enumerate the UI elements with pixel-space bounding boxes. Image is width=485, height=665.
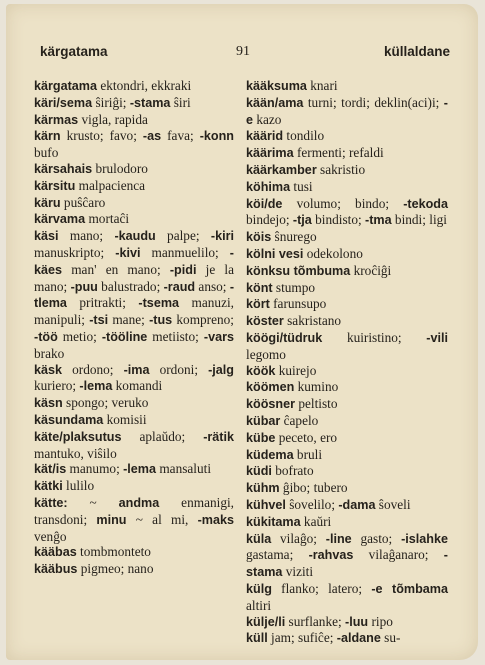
dictionary-entry: [34, 544, 234, 561]
definition: krusto; favo;: [60, 128, 143, 144]
dictionary-entry: [34, 395, 234, 412]
header-first-word: kärgatama: [40, 44, 108, 59]
headword: köster: [246, 314, 284, 329]
subentry-headword: -lema: [79, 379, 113, 394]
dictionary-entry: [246, 413, 448, 430]
dictionary-entry: [34, 561, 234, 578]
dictionary-entry: [34, 478, 234, 495]
subentry-headword: -jalg: [208, 362, 234, 377]
definition: manmuelilo;: [140, 244, 230, 260]
definition: ŝnurego: [271, 229, 317, 245]
headword: käte/plaksutus: [34, 429, 122, 444]
headword: köhima: [246, 179, 291, 194]
subentry-headword: minu: [96, 512, 127, 527]
headword: käärid: [246, 129, 284, 144]
definition: kuirejo: [275, 362, 317, 378]
subentry-headword: -tma: [365, 213, 392, 228]
headword: kärmas: [34, 112, 79, 127]
subentry-headword: -stama: [246, 548, 448, 580]
definition: bindejo;: [246, 212, 293, 228]
subentry-headword: -tsema: [138, 296, 180, 311]
definition: spongo; veruko: [62, 395, 149, 411]
headword: käärima: [246, 146, 294, 161]
subentry-headword: -kiri: [210, 229, 234, 244]
headword: küll: [246, 631, 268, 646]
headword: kübar: [246, 413, 281, 428]
definition: vigla, rapida: [78, 111, 148, 127]
definition: puŝĉaro: [60, 194, 106, 210]
definition: tusi: [290, 178, 313, 194]
definition: peltisto: [295, 396, 338, 412]
definition: balustrado;: [97, 278, 164, 294]
subentry-headword: -tsi: [89, 313, 109, 328]
dictionary-entry: [34, 495, 234, 544]
dictionary-entry: [246, 330, 448, 363]
headword: käsundama: [34, 412, 104, 427]
definition: stumpo: [272, 279, 316, 295]
subentry-headword: -konn: [199, 129, 234, 144]
definition: odekolono: [303, 245, 363, 261]
definition: enmanigi, transdoni;: [34, 494, 234, 527]
dictionary-entry: [246, 263, 448, 280]
definition: mantuko, viŝilo: [34, 445, 117, 461]
dictionary-entry: [246, 480, 448, 497]
dictionary-entry: [246, 514, 448, 531]
dictionary-entry: [34, 429, 234, 462]
headword: kärsitu: [34, 178, 76, 193]
definition: ordoni;: [149, 361, 209, 377]
right-column: [246, 78, 448, 647]
definition: altiri: [246, 597, 272, 613]
subentry-headword: -stama: [129, 95, 171, 110]
definition: legomo: [246, 346, 286, 362]
dictionary-entry: [246, 531, 448, 581]
subentry-headword: -line: [325, 531, 352, 546]
definition: tombmonteto: [76, 544, 151, 560]
subentry-headword: -tja: [292, 213, 312, 228]
headword: käru: [34, 195, 61, 210]
subentry-headword: -vars: [203, 329, 234, 344]
dictionary-entry: [246, 246, 448, 263]
definition: man' en mano;: [62, 261, 170, 277]
headword: köi/de: [246, 196, 283, 211]
definition: manuskripto;: [34, 244, 116, 260]
definition: jam; sufiĉe;: [267, 630, 337, 646]
definition: metiisto;: [147, 328, 204, 344]
definition: ektondri, ekkraki: [97, 78, 192, 93]
headword: küla: [246, 531, 272, 546]
dictionary-entry: [246, 280, 448, 297]
dictionary-entry: [246, 614, 448, 631]
definition: manuzi, manipuli;: [34, 295, 234, 328]
dictionary-entry: [34, 211, 234, 228]
dictionary-entry: [34, 95, 234, 112]
header-last-word: küllaldane: [383, 44, 450, 59]
dictionary-entry: [246, 229, 448, 246]
dictionary-entry: [246, 145, 448, 162]
definition: ~ al mi,: [126, 511, 198, 527]
definition: bruli: [293, 446, 323, 462]
dictionary-entry: [246, 128, 448, 145]
definition: pritrakti;: [66, 295, 139, 311]
definition: ĉapelo: [280, 412, 319, 428]
definition: mano;: [58, 228, 115, 244]
dictionary-entry: [34, 161, 234, 178]
dictionary-entry: [34, 461, 234, 478]
subentry-headword: -tekoda: [403, 196, 448, 211]
definition: ŝoveli: [375, 496, 411, 512]
definition: ordono;: [62, 361, 124, 377]
headword: köögi/tüdruk: [246, 330, 323, 345]
dictionary-entry: [246, 396, 448, 413]
definition: ŝiri: [170, 94, 191, 110]
dictionary-entry: [246, 497, 448, 514]
subentry-headword: -lema: [123, 462, 157, 477]
definition: kroĉiĝi: [350, 262, 392, 278]
definition: tondilo: [283, 128, 325, 144]
definition: kaŭri: [300, 513, 332, 529]
subentry-headword: -tlema: [34, 279, 235, 311]
definition: brulodoro: [92, 160, 148, 176]
headword: küdema: [246, 447, 294, 462]
definition: bufo: [34, 145, 59, 161]
dictionary-entry: [246, 78, 448, 95]
dictionary-entry: [246, 630, 448, 647]
dictionary-entry: [246, 196, 448, 230]
subentry-headword: -islahke: [401, 531, 448, 546]
definition: lulilo: [62, 478, 95, 494]
definition: ĝibo; tubero: [279, 480, 348, 496]
headword: kört: [246, 297, 270, 312]
headword: kätki: [34, 479, 63, 494]
subentry-headword: -tus: [149, 313, 173, 328]
dictionary-entry: [246, 95, 448, 129]
definition: mansaluti: [156, 461, 212, 477]
dictionary-entry: [246, 581, 448, 614]
dictionary-entry: [246, 430, 448, 447]
definition: peceto, ero: [275, 429, 338, 445]
definition: vilaĝanaro;: [353, 547, 444, 563]
subentry-headword: -maks: [197, 512, 234, 527]
headword: kärn: [34, 129, 61, 144]
headword: käsk: [34, 362, 63, 377]
page-header: [40, 44, 450, 64]
subentry-headword: -as: [142, 129, 162, 144]
subentry-headword: -aldane: [336, 631, 381, 646]
subentry-headword: -puu: [70, 279, 98, 294]
subentry-headword: -töö: [34, 329, 58, 344]
subentry-headword: -kivi: [115, 245, 141, 260]
dictionary-entry: [246, 296, 448, 313]
definition: vilaĝo;: [271, 530, 326, 546]
definition: metio;: [57, 328, 102, 344]
dictionary-entry: [34, 362, 234, 396]
headword: könt: [246, 280, 273, 295]
dictionary-entry: [34, 228, 234, 361]
dictionary-entry: [246, 162, 448, 179]
subentry-headword: -e tõmbama: [371, 581, 448, 596]
definition: knari: [306, 78, 338, 93]
headword: kärgatama: [34, 79, 98, 93]
headword: kärsahais: [34, 161, 93, 176]
definition: mane;: [108, 312, 150, 328]
definition: su-: [380, 630, 401, 646]
definition: surflanke;: [285, 613, 346, 629]
definition: bindi; ligi: [391, 212, 448, 228]
headword: käsn: [34, 396, 63, 411]
definition: sakristano: [283, 313, 342, 329]
definition: flanko; latero;: [271, 580, 372, 596]
definition: ŝovelilo;: [285, 496, 339, 512]
left-column: [34, 78, 234, 578]
definition: brako: [34, 345, 65, 361]
subentry-headword: -pidi: [169, 262, 197, 277]
subentry-headword: -käes: [34, 245, 234, 277]
subentry-headword: andma: [118, 495, 160, 510]
definition: turni; tordi; deklin(aci)i;: [303, 94, 444, 110]
subentry-headword: -rahvas: [308, 548, 354, 563]
definition: sakristio: [316, 161, 366, 177]
definition: je la mano;: [34, 261, 235, 294]
definition: kazo: [253, 111, 282, 127]
definition: aplaŭdo;: [121, 428, 204, 444]
headword: kühvel: [246, 497, 286, 512]
dictionary-entry: [34, 412, 234, 429]
headword: kät/is: [34, 462, 67, 477]
definition: fermenti; refaldi: [293, 145, 384, 161]
headword: kään/ama: [246, 95, 304, 110]
definition: kompreno;: [172, 312, 234, 328]
subentry-headword: -tööline: [101, 329, 148, 344]
definition: ~: [67, 494, 119, 510]
subentry-headword: -kaudu: [114, 229, 156, 244]
definition: anso;: [195, 278, 230, 294]
headword: kääksuma: [246, 79, 307, 93]
headword: küdi: [246, 464, 272, 479]
definition: kuiristino;: [322, 329, 427, 345]
subentry-headword: -dama: [338, 497, 376, 512]
subentry-headword: -e: [246, 95, 448, 127]
definition: manumo;: [66, 461, 124, 477]
definition: komisii: [103, 411, 147, 427]
subentry-headword: -raud: [163, 279, 196, 294]
definition: ripo: [368, 613, 393, 629]
subentry-headword: -ima: [123, 362, 150, 377]
definition: fava;: [161, 128, 200, 144]
dictionary-entry: [34, 128, 234, 161]
headword: käsi: [34, 229, 59, 244]
dictionary-entry: [246, 463, 448, 480]
definition: mortaĉi: [85, 211, 130, 227]
subentry-headword: -rätik: [203, 429, 234, 444]
definition: farunsupo: [269, 296, 327, 312]
definition: malpacienca: [75, 177, 146, 193]
definition: volumo; bindo;: [282, 195, 404, 211]
headword: kääbas: [34, 545, 77, 560]
definition: ŝiriĝi;: [92, 94, 130, 110]
headword: käri/sema: [34, 95, 93, 110]
dictionary-entry: [246, 447, 448, 464]
dictionary-entry: [246, 379, 448, 396]
headword: külje/li: [246, 614, 286, 629]
definition: viziti: [282, 564, 314, 580]
headword: kääbus: [34, 562, 78, 577]
headword: kätte:: [34, 495, 68, 510]
dictionary-entry: [34, 112, 234, 129]
headword: külg: [246, 581, 272, 596]
definition: kumino: [294, 379, 339, 395]
subentry-headword: -luu: [345, 614, 369, 629]
definition: gastama;: [246, 547, 309, 563]
dictionary-entry: [246, 313, 448, 330]
definition: gasto;: [351, 530, 402, 546]
headword: köis: [246, 230, 272, 245]
definition: palpe;: [155, 228, 211, 244]
headword: kühm: [246, 481, 280, 496]
dictionary-entry: [34, 78, 234, 95]
dictionary-entry: [246, 179, 448, 196]
definition: venĝo: [34, 528, 67, 544]
definition: bindisto;: [311, 212, 365, 228]
headword: kölni vesi: [246, 246, 304, 261]
definition: bofrato: [271, 463, 314, 479]
page-number: 91: [236, 44, 250, 59]
dictionary-entry: [34, 195, 234, 212]
headword: kübe: [246, 430, 276, 445]
headword: köömen: [246, 380, 295, 395]
definition: komandi: [112, 378, 163, 394]
headword: kükitama: [246, 514, 301, 529]
headword: käärkamber: [246, 162, 317, 177]
definition: pigmeo; nano: [77, 561, 154, 577]
dictionary-entry: [34, 178, 234, 195]
dictionary-entry: [246, 363, 448, 380]
headword: köösner: [246, 397, 295, 412]
headword: könksu tõmbuma: [246, 263, 351, 278]
headword: kärvama: [34, 212, 86, 227]
definition: kuriero;: [34, 378, 80, 394]
subentry-headword: -vili: [426, 330, 448, 345]
headword: köök: [246, 363, 276, 378]
